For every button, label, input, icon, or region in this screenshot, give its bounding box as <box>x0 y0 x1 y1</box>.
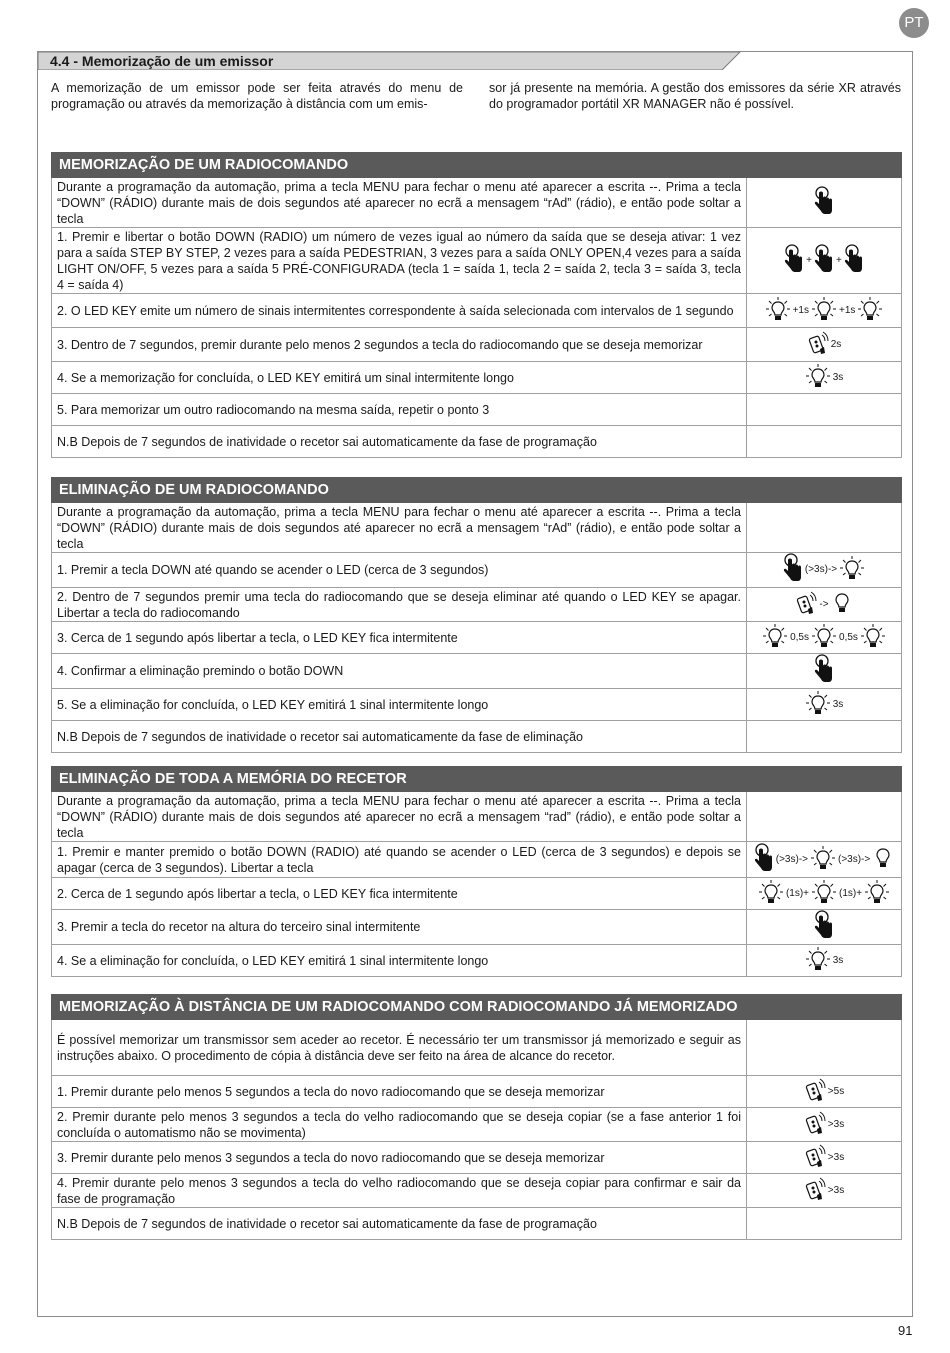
table-cell: 1. Premir e manter premido o botão DOWN (RADIO) até quando se acender o LED (cerca de 3 segundos) e depois se apagar (cerca de 3 segundos). Libertar a tecla <box>52 842 747 878</box>
led-blink-icon <box>811 296 837 326</box>
table-cell: É possível memorizar um transmissor sem aceder ao recetor. É necessário ter um transmissor já memorizado e seguir as instruções abaixo. O procedimento de cópia à distância deve ser feito na área de alcance do recetor. <box>52 1020 747 1076</box>
table-cell: 3. Premir a tecla do recetor na altura do terceiro sinal intermitente <box>52 910 747 945</box>
led-blink-icon <box>765 296 791 326</box>
intro-text-left: A memorização de um emissor pode ser feita através do menu de programação ou através da memorização à distância com um emis- <box>51 81 463 111</box>
icon-label: 3s <box>832 698 844 710</box>
icon-label: >5s <box>827 1085 845 1097</box>
table-cell: Durante a programação da automação, prima a tecla MENU para fechar o menu até aparecer a escrita --. Prima a tecla “DOWN” (RÁDIO) durante mais de dois segundos até aparecer no ecrã a mensagem “rAd” (rádio), e então pode soltar a tecla <box>52 503 747 553</box>
icon-label: >3s <box>827 1184 845 1196</box>
table-title: ELIMINAÇÃO DE UM RADIOCOMANDO <box>52 478 902 503</box>
table-cell: 1. Premir durante pelo menos 5 segundos a tecla do novo radiocomando que se deseja memorizar <box>52 1076 747 1108</box>
icon-label: (>3s)-> <box>804 564 838 575</box>
icon-label: (1s)+ <box>839 887 863 899</box>
table-cell: Durante a programação da automação, prima a tecla MENU para fechar o menu até aparecer a escrita --. Prima a tecla “DOWN” (RÁDIO) durante mais de dois segundos até aparecer no ecrã a mensagem “rad” (rádio), e então pode soltar a tecla <box>52 792 747 842</box>
remote-icon <box>804 1078 826 1106</box>
icon-cell <box>747 178 902 228</box>
table-delete-remote <box>51 477 902 753</box>
table-cell: 2. Cerca de 1 segundo após libertar a tecla, o LED KEY fica intermitente <box>52 878 747 910</box>
icon-label: +1s <box>792 304 809 316</box>
remote-icon <box>795 591 817 619</box>
icon-cell <box>747 842 902 878</box>
icon-cell <box>747 553 902 588</box>
table-cell: 2. O LED KEY emite um número de sinais intermitentes correspondente à saída selecionada com intervalos de 1 segundo <box>52 294 747 328</box>
led-blink-icon <box>805 946 831 976</box>
icon-cell <box>747 689 902 721</box>
led-blink-icon <box>860 623 886 653</box>
hand-press-icon <box>814 244 834 278</box>
remote-icon <box>804 1177 826 1205</box>
remote-icon <box>807 331 829 359</box>
table-cell: 4. Se a memorização for concluída, o LED KEY emitirá um sinal intermitente longo <box>52 362 747 394</box>
empty-cell <box>747 721 902 753</box>
hand-press-icon <box>814 654 834 688</box>
led-blink-icon <box>857 296 883 326</box>
led-blink-icon <box>805 690 831 720</box>
icon-label: + <box>806 254 812 266</box>
icon-label: 3s <box>832 954 844 966</box>
led-blink-icon <box>805 363 831 393</box>
section-heading <box>38 52 748 70</box>
page-number: 91 <box>898 1323 913 1338</box>
icon-cell <box>747 910 902 945</box>
hand-press-icon <box>783 553 803 587</box>
icon-cell <box>747 328 902 362</box>
icon-cell <box>747 228 902 294</box>
table-remote-copy <box>51 994 902 1240</box>
icon-label: 3s <box>832 371 844 383</box>
icon-cell <box>747 294 902 328</box>
icon-cell <box>747 1076 902 1108</box>
empty-cell <box>747 426 902 458</box>
icon-cell <box>747 362 902 394</box>
table-cell: 4. Confirmar a eliminação premindo o botão DOWN <box>52 654 747 689</box>
icon-label: (>3s)-> <box>838 853 871 865</box>
icon-label: + <box>836 254 842 266</box>
icon-label: >3s <box>827 1151 845 1163</box>
icon-label: 2s <box>830 338 842 350</box>
icon-cell <box>747 588 902 622</box>
empty-cell <box>747 1208 902 1240</box>
icon-label: (1s)+ <box>785 887 809 899</box>
hand-press-icon <box>844 244 864 278</box>
table-cell: 5. Para memorizar um outro radiocomando na mesma saída, repetir o ponto 3 <box>52 394 747 426</box>
table-cell: 1. Premir e libertar o botão DOWN (RADIO) um número de vezes igual ao número da saída que se deseja ativar: 1 vez para a saída STEP BY STEP, 2 vezes para a saída PEDESTRIAN, 3 vezes para a saída ONLY OPEN,4 vezes para a saída LIGHT ON/OFF, 5 vezes para a saída 5 PRÉ-CONFIGURADA (tecla 1 = saída 1, tecla 2 = saída 2, tecla 3 = saída 3, tecla 4 = saída 4) <box>52 228 747 294</box>
table-cell: 4. Se a eliminação for concluída, o LED KEY emitirá 1 sinal intermitente longo <box>52 945 747 977</box>
icon-cell <box>747 878 902 910</box>
table-cell: 3. Cerca de 1 segundo após libertar a tecla, o LED KEY fica intermitente <box>52 622 747 654</box>
icon-cell <box>747 654 902 689</box>
icon-label: >3s <box>827 1118 845 1130</box>
table-cell: 2. Premir durante pelo menos 3 segundos a tecla do velho radiocomando que se deseja copiar (se a fase anterior 1 foi concluída o automatismo não se movimenta) <box>52 1108 747 1142</box>
remote-icon <box>804 1111 826 1139</box>
icon-label: +1s <box>839 304 856 316</box>
led-blink-icon <box>810 845 836 875</box>
table-cell: N.B Depois de 7 segundos de inatividade o recetor sai automaticamente da fase de eliminação <box>52 721 747 753</box>
table-title: MEMORIZAÇÃO DE UM RADIOCOMANDO <box>52 153 902 178</box>
icon-cell <box>747 1174 902 1208</box>
led-off-icon <box>872 845 894 875</box>
hand-press-icon <box>814 186 834 216</box>
icon-label: (>3s)-> <box>775 853 808 865</box>
language-badge: PT <box>899 8 929 38</box>
empty-cell <box>747 503 902 553</box>
empty-cell <box>747 394 902 426</box>
table-title: MEMORIZAÇÃO À DISTÂNCIA DE UM RADIOCOMANDO COM RADIOCOMANDO JÁ MEMORIZADO <box>52 995 902 1020</box>
icon-cell <box>747 945 902 977</box>
led-blink-icon <box>839 555 865 585</box>
led-blink-icon <box>811 623 837 653</box>
led-blink-icon <box>811 879 837 909</box>
empty-cell <box>747 1020 902 1076</box>
icon-label: 0,5s <box>790 631 809 643</box>
table-title: ELIMINAÇÃO DE TODA A MEMÓRIA DO RECETOR <box>52 767 902 792</box>
table-cell: Durante a programação da automação, prima a tecla MENU para fechar o menu até aparecer a escrita --. Prima a tecla “DOWN” (RÁDIO) durante mais de dois segundos até aparecer no ecrã a mensagem “rAd” (rádio), e então pode soltar a tecla <box>52 178 747 228</box>
hand-press-icon <box>754 843 774 877</box>
section-title: 4.4 - Memorização de um emissor <box>50 53 274 69</box>
table-erase-memory <box>51 766 902 977</box>
icon-cell <box>747 622 902 654</box>
table-cell: 2. Dentro de 7 segundos premir uma tecla do radiocomando que se deseja eliminar até quando o LED KEY se apagar. Libertar a tecla do radiocomando <box>52 588 747 622</box>
icon-cell <box>747 1108 902 1142</box>
table-memorize-remote <box>51 152 902 458</box>
empty-cell <box>747 792 902 842</box>
led-blink-icon <box>758 879 784 909</box>
table-cell: 3. Premir durante pelo menos 3 segundos a tecla do novo radiocomando que se deseja memorizar <box>52 1142 747 1174</box>
table-cell: N.B Depois de 7 segundos de inatividade o recetor sai automaticamente da fase de programação <box>52 1208 747 1240</box>
icon-label: -> <box>819 598 829 610</box>
remote-icon <box>804 1144 826 1172</box>
table-cell: N.B Depois de 7 segundos de inatividade o recetor sai automaticamente da fase de programação <box>52 426 747 458</box>
led-off-icon <box>831 590 853 620</box>
led-blink-icon <box>864 879 890 909</box>
table-cell: 1. Premir a tecla DOWN até quando se acender o LED (cerca de 3 segundos) <box>52 553 747 588</box>
hand-press-icon <box>814 910 834 944</box>
hand-press-icon <box>784 244 804 278</box>
intro-text-right: sor já presente na memória. A gestão dos emissores da série XR através do programador portátil XR MANAGER não é possível. <box>489 81 901 111</box>
table-cell: 4. Premir durante pelo menos 3 segundos a tecla do velho radiocomando que se deseja copiar para confirmar e sair da fase de programação <box>52 1174 747 1208</box>
icon-label: 0,5s <box>839 631 858 643</box>
led-blink-icon <box>762 623 788 653</box>
table-cell: 5. Se a eliminação for concluída, o LED KEY emitirá 1 sinal intermitente longo <box>52 689 747 721</box>
table-cell: 3. Dentro de 7 segundos, premir durante pelo menos 2 segundos a tecla do radiocomando que se deseja memorizar <box>52 328 747 362</box>
icon-cell <box>747 1142 902 1174</box>
